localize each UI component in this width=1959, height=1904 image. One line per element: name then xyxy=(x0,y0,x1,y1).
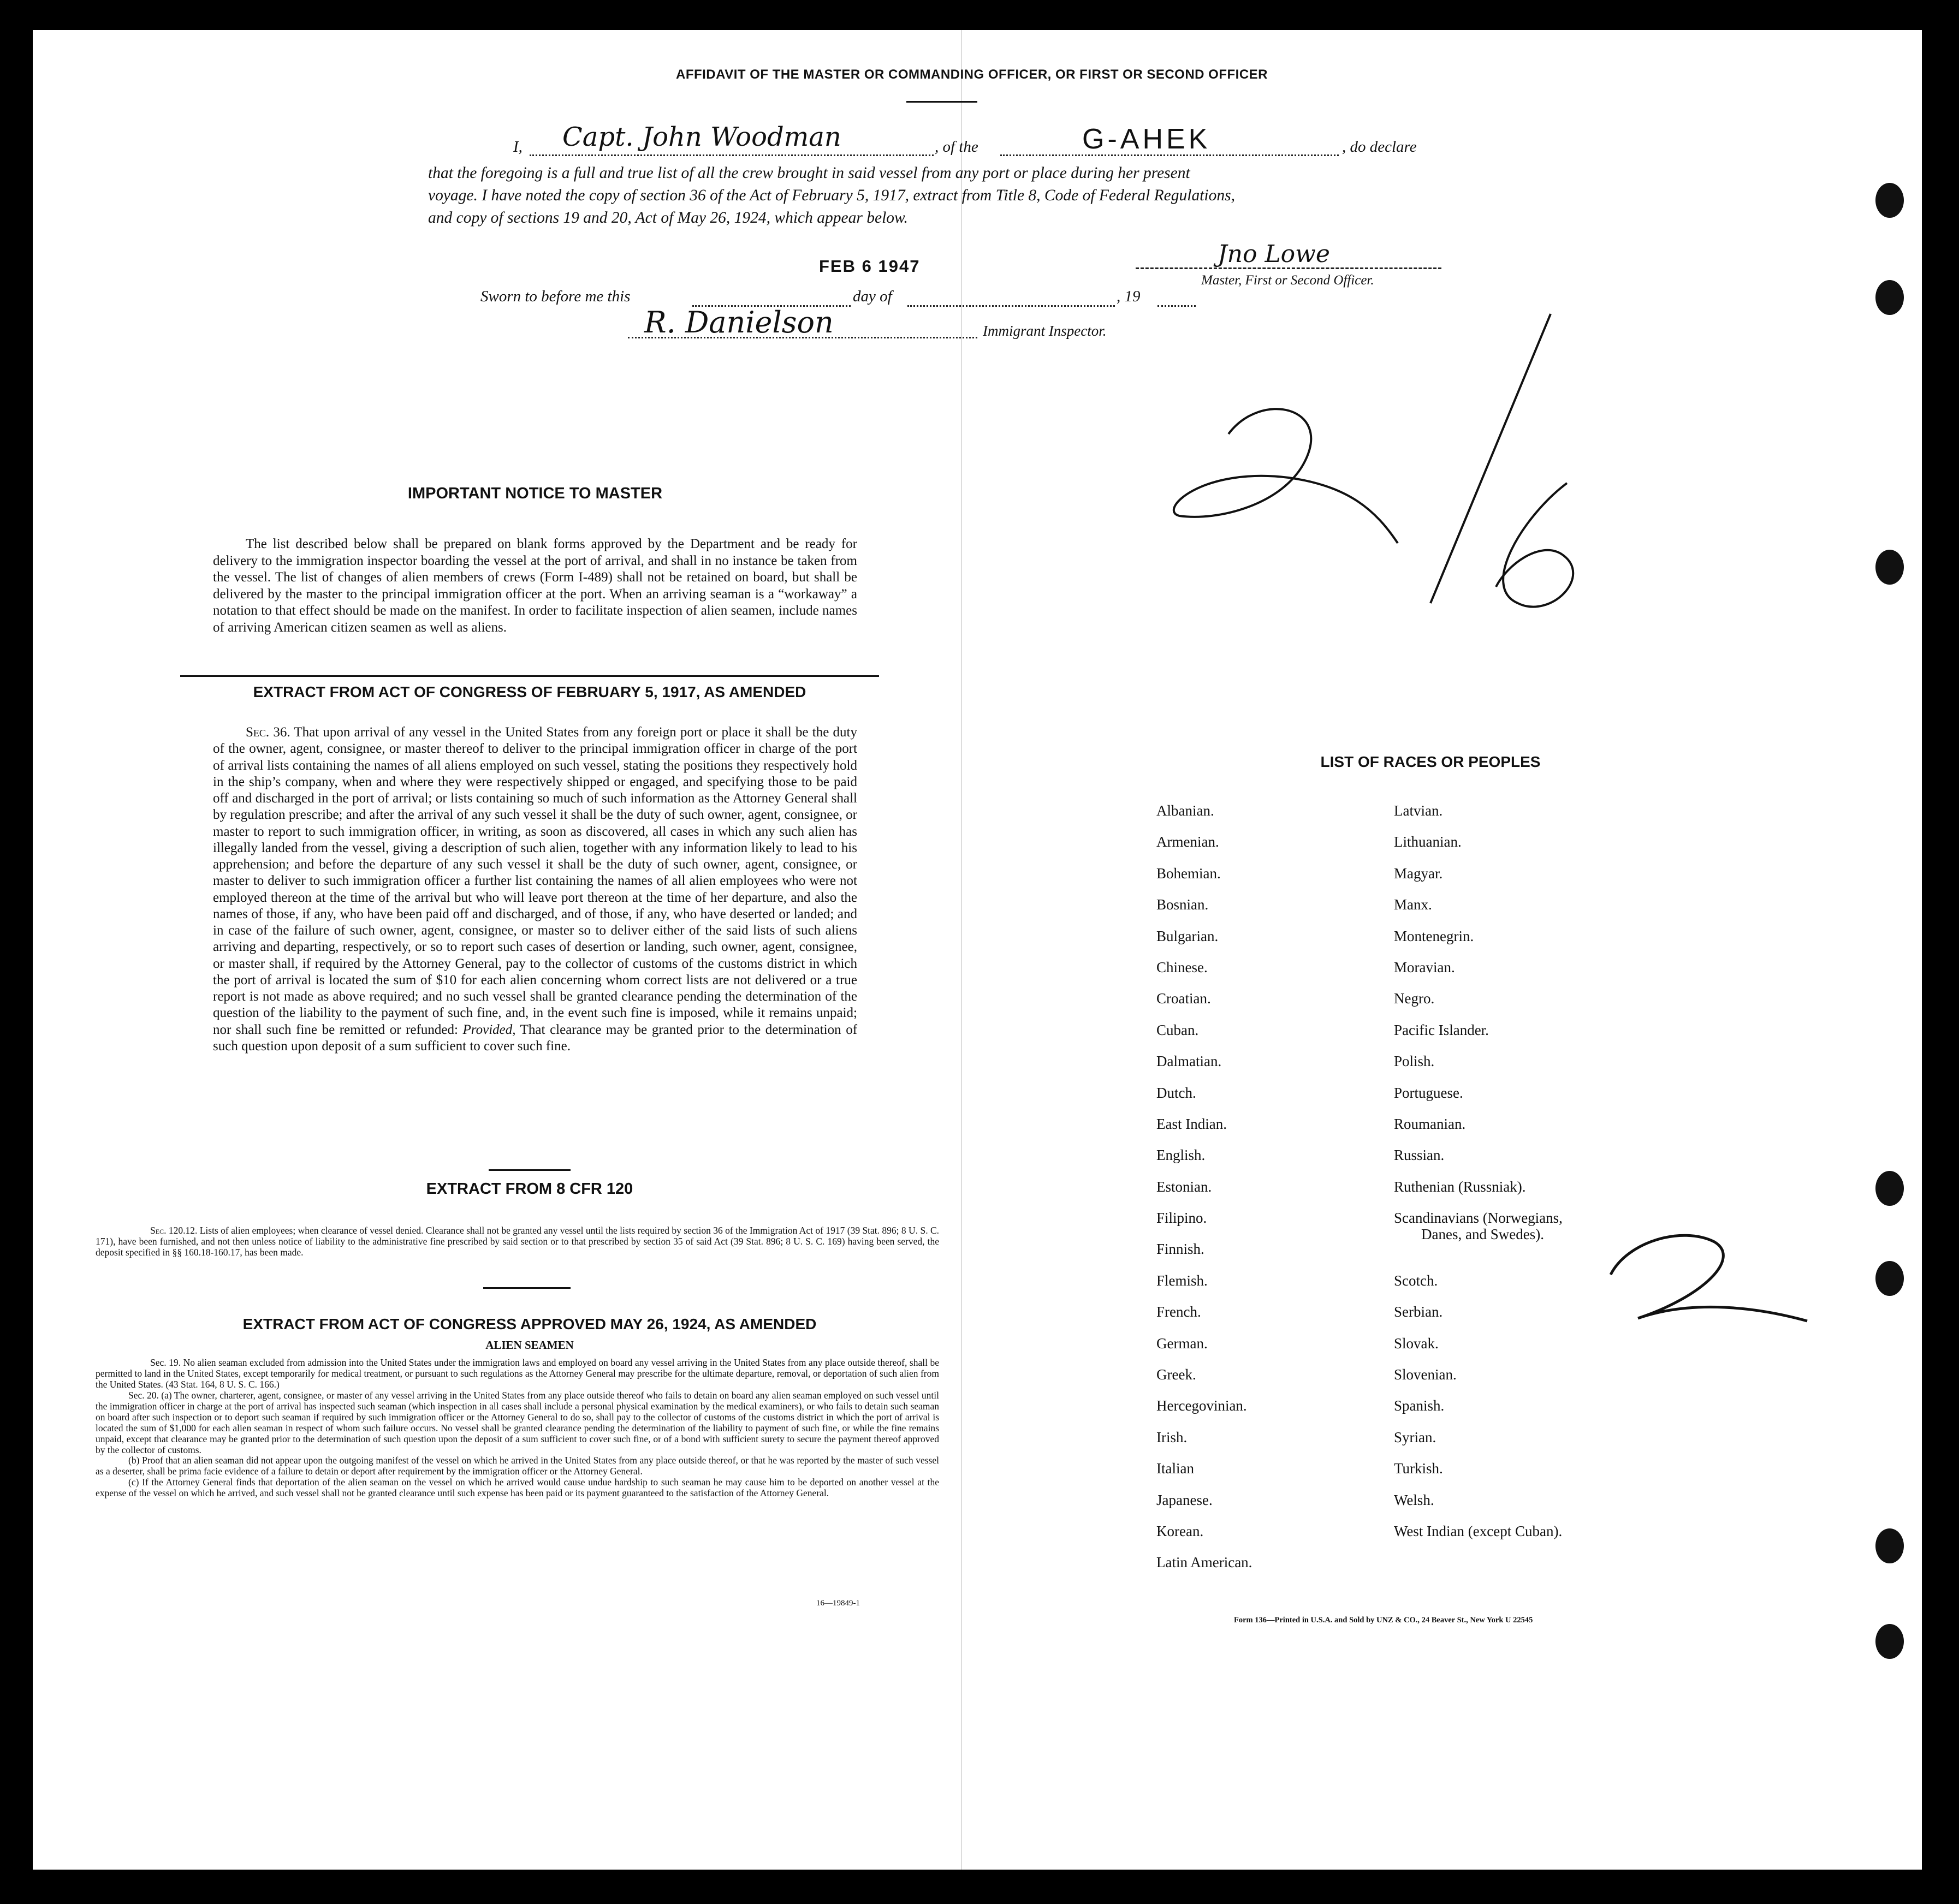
inspector-signature: R. Danielson xyxy=(644,305,834,340)
extract-code: 16—19849-1 xyxy=(816,1599,860,1608)
race-item-continuation: Danes, and Swedes). xyxy=(1421,1226,1544,1243)
extract-1917-body xyxy=(213,724,857,1055)
sec-120-label: Sec. 120.12. xyxy=(150,1225,198,1236)
do-declare-label: , do declare xyxy=(1342,138,1417,156)
vessel-name: G-AHEK xyxy=(1082,123,1211,155)
handwritten-fraction-mark xyxy=(1168,281,1616,636)
race-item: West Indian (except Cuban). xyxy=(1394,1523,1563,1539)
sworn-day-label: day of xyxy=(853,288,892,305)
proviso-text: That clearance may be granted prior to the determination of such question upon deposit of a sum sufficient to cover such fine. xyxy=(213,1022,858,1054)
race-item: Syrian. xyxy=(1394,1429,1436,1445)
race-item: Flemish. xyxy=(1156,1272,1208,1289)
race-item: Finnish. xyxy=(1156,1241,1204,1258)
sworn-prefix: Sworn to before me this xyxy=(480,288,631,305)
race-item: Latvian. xyxy=(1394,802,1443,819)
punch-hole xyxy=(1875,183,1904,218)
race-item: Dutch. xyxy=(1156,1084,1196,1101)
race-item: Spanish. xyxy=(1394,1397,1445,1414)
vessel-field xyxy=(1000,123,1339,156)
punch-hole xyxy=(1875,1261,1904,1296)
declaration-line xyxy=(513,123,1534,161)
race-item: Moravian. xyxy=(1394,959,1455,975)
race-item: Korean. xyxy=(1156,1522,1204,1539)
race-item: English. xyxy=(1156,1147,1206,1164)
race-item: Ruthenian (Russniak). xyxy=(1394,1178,1526,1195)
officer-signature: Jno Lowe xyxy=(1218,240,1330,268)
title-rule xyxy=(906,101,977,103)
race-item: German. xyxy=(1156,1335,1208,1352)
extract-cfr-body xyxy=(96,1225,939,1258)
sec-19-text: Sec. 19. No alien seaman excluded from admission into the United States under the immigration laws and employed on board any vessel arriving in the United States from any place outside thereof, shall be permitted to land in the United States, except temporarily for medical treatment, or pursuant to such regulations as the Attorney General may prescribe for the ultimate departure, removal, or deportation of such alien from the United States. (43 Stat. 164, 8 U. S. C. 166.) xyxy=(96,1357,939,1390)
master-name-field xyxy=(530,123,934,156)
proviso-word: Provided, xyxy=(462,1022,516,1037)
race-item-scandinavians xyxy=(1394,1210,1563,1272)
race-item: Slovenian. xyxy=(1394,1366,1457,1383)
race-item: Polish. xyxy=(1394,1053,1435,1070)
race-item: French. xyxy=(1156,1304,1201,1320)
handwritten-two-mark xyxy=(1594,1204,1813,1335)
sworn-line xyxy=(480,282,1201,310)
races-right-column xyxy=(1394,802,1563,1554)
statement-line-3: and copy of sections 19 and 20, Act of May 26, 1924, which appear below. xyxy=(428,209,908,227)
inspector-caption: Immigrant Inspector. xyxy=(983,323,1107,339)
race-item: Slovak. xyxy=(1394,1335,1439,1352)
punch-hole xyxy=(1875,1171,1904,1206)
race-item: Greek. xyxy=(1156,1366,1196,1383)
notice-title: IMPORTANT NOTICE TO MASTER xyxy=(407,485,663,502)
race-item: Lithuanian. xyxy=(1394,834,1462,850)
punch-hole xyxy=(1875,550,1904,585)
race-item: Welsh. xyxy=(1394,1491,1434,1508)
date-stamp: FEB 6 1947 xyxy=(819,257,921,276)
document-page xyxy=(33,30,1922,1870)
races-title: LIST OF RACES OR PEOPLES xyxy=(1320,753,1541,770)
race-item: Scandinavians (Norwegians, xyxy=(1394,1210,1563,1227)
form-footer: Form 136—Printed in U.S.A. and Sold by UNZ & CO., 24 Beaver St., New York U 22545 xyxy=(1234,1616,1533,1625)
race-item: Roumanian. xyxy=(1394,1115,1466,1132)
affidavit-title: AFFIDAVIT OF THE MASTER OR COMMANDING OFFICER, OR FIRST OR SECOND OFFICER xyxy=(675,67,1268,82)
race-item: Chinese. xyxy=(1156,959,1208,975)
races-left-column xyxy=(1156,802,1252,1586)
race-item: Bosnian. xyxy=(1156,896,1209,913)
section-rule-2 xyxy=(489,1169,571,1171)
extract-cfr-title: EXTRACT FROM 8 CFR 120 xyxy=(426,1180,633,1198)
race-item: Armenian. xyxy=(1156,834,1219,850)
of-the-label: , of the xyxy=(935,138,978,156)
race-item: Dalmatian. xyxy=(1156,1053,1222,1070)
race-item: Serbian. xyxy=(1394,1304,1443,1320)
notice-body: The list described below shall be prepared on blank forms approved by the Department and be ready for delivery to the immigration inspector boarding the vessel at the port of arrival, and shall in no instance be taken from the vessel. The list of changes of alien members of crews (Form I-489) shall not be retained on board, but shall be delivered by the master to the principal immigration officer at the port. When an arriving seaman is a “workaway” a notation to that effect should be made on the manifest. In order to facilitate inspection of alien seamen, include names of arriving American citizen seamen as well as aliens. xyxy=(213,537,857,635)
race-item: Pacific Islander. xyxy=(1394,1021,1489,1038)
section-rule-3 xyxy=(483,1287,571,1289)
race-item: Cuban. xyxy=(1156,1021,1199,1038)
race-item: Turkish. xyxy=(1394,1460,1443,1477)
statement-line-2: voyage. I have noted the copy of section 36 of the Act of February 5, 1917, extract from Title 8, Code of Federal Regulations, xyxy=(428,187,1235,204)
race-item: Bulgarian. xyxy=(1156,927,1219,944)
officer-signature-line xyxy=(1136,267,1441,269)
sworn-month-field xyxy=(907,288,1115,307)
race-item: Latin American. xyxy=(1156,1554,1252,1571)
race-item: Japanese. xyxy=(1156,1491,1213,1508)
master-name: Capt. John Woodman xyxy=(562,122,841,152)
declare-prefix: I, xyxy=(513,138,523,156)
race-item: East Indian. xyxy=(1156,1115,1227,1132)
sec-36-text: That upon arrival of any vessel in the United States from any foreign port or place it shall be the duty of the owner, agent, consignee, or master thereof to deliver to the principal immigration officer in charge of the port of arrival lists containing the names of all aliens employed on such vessel, stating the positions they respectively hold in the ship’s company, when and where they were respectively shipped or engaged, and specifying those to be paid off and discharged in the port of arrival; or lists containing so much of such information as the Attorney General shall by regulation prescribe; and after the arrival of any such vessel it shall be the duty of such owner, agent, consignee, or master to report to such immigration officer, in writing, as soon as discovered, all cases in which any such alien has illegally landed from the vessel, giving a description of such alien, together with any information likely to lead to his apprehension; and before the departure of any such vessel it shall be the duty of such owner, agent, consignee, or master to deliver to such immigration officer a further list containing the names of all alien employees who were not employed thereon at the time of the arrival but who will leave port thereon at the time of her departure, and also the names of those, if any, who have been paid off and discharged, and of those, if any, who have deserted or landed; and in case of the failure of such owner, agent, consignee, or master so to deliver either of the said lists of such aliens arriving and departing, respectively, or so to report such cases of desertion or landing, such owner, agent, consignee, or master shall, if required by the Attorney General, pay to the collector of customs of the customs district in which the port of arrival is located the sum of $10 for each alien concerning whom correct lists are not delivered or a true report is not made as above required; and no such vessel shall be granted clearance pending the determination of the question of the liability to the payment of such fine, and, in the event such fine is imposed, while it remains unpaid; nor shall such fine be remitted or refunded: xyxy=(213,725,857,1037)
race-item: Montenegrin. xyxy=(1394,927,1474,944)
race-item: Manx. xyxy=(1394,896,1432,913)
sworn-day-field xyxy=(692,288,851,307)
race-item: Estonian. xyxy=(1156,1178,1212,1195)
section-rule-1 xyxy=(180,675,879,677)
inspector-signature-line xyxy=(628,305,977,340)
sec-36-label: Sec. 36. xyxy=(246,725,290,740)
officer-caption: Master, First or Second Officer. xyxy=(1201,273,1374,288)
sec-20a-text: Sec. 20. (a) The owner, charterer, agent, consignee, or master of any vessel arriving in the United States from any place outside thereof who fails to detain on board any alien seaman employed on such vessel until the immigration officer in charge at the port of arrival has inspected such seaman (which inspection in all cases shall include a personal physical examination by the medical examiners), or who fails to detain such seaman on board after such inspection or to deport such seaman if required by such immigration officer or the Attorney General to do so, shall pay to the collector of customs of the customs district in which the port of arrival is located the sum of $1,000 for each alien seaman in respect of whom such failure occurs. No vessel shall be granted clearance pending the determination of the liability to payment of such fine, or while the fine remains unpaid, except that clearance may be granted prior to the determination of such question upon the deposit of a sum sufficient to cover such fine, or of a bond with sufficient surety to secure the payment thereof approved by the collector of customs. xyxy=(96,1389,939,1455)
race-item: Hercegovinian. xyxy=(1156,1397,1247,1414)
statement-line-1: that the foregoing is a full and true list of all the crew brought in said vessel from any port or place during her present xyxy=(428,164,1190,182)
race-item: Albanian. xyxy=(1156,802,1214,819)
inspector-signature-block xyxy=(628,305,1174,347)
race-item: Portuguese. xyxy=(1394,1084,1463,1101)
extract-1917-title: EXTRACT FROM ACT OF CONGRESS OF FEBRUARY 5, 1917, AS AMENDED xyxy=(253,683,806,700)
race-item: Bohemian. xyxy=(1156,865,1221,882)
race-item: Scotch. xyxy=(1394,1272,1438,1289)
extract-1924-title: EXTRACT FROM ACT OF CONGRESS APPROVED MAY 26, 1924, AS AMENDED xyxy=(242,1316,817,1332)
punch-hole xyxy=(1875,280,1904,315)
declaration-statement xyxy=(428,162,1536,229)
race-item: Russian. xyxy=(1394,1147,1445,1164)
sec-20c-text: (c) If the Attorney General finds that deportation of the alien seaman on the vessel on which he arrived would cause undue hardship to such seaman he may cause him to be deported on another vessel at the expense of the vessel on which he arrived, and such vessel shall not be granted clearance until such expense has been paid or its payment guaranteed to the satisfaction of the Attorney General. xyxy=(96,1477,939,1499)
race-item: Negro. xyxy=(1394,990,1435,1007)
punch-hole xyxy=(1875,1624,1904,1659)
extract-1924-body xyxy=(96,1358,939,1499)
sec-120-text: Lists of alien employees; when clearance of vessel denied. Clearance shall not be granted any vessel until the lists required by section 36 of the Immigration Act of 1917 (39 Stat. 896; 8 U. S. C. 171), have been furnished, and not then unless notice of liability to the administrative fine prescribed by said section or to that prescribed by section 35 of said Act (39 Stat. 896; 8 U. S. C. 169) having been served, the deposit specified in §§ 160.18-160.17, has been made. xyxy=(96,1225,939,1258)
sworn-year-label: , 19 xyxy=(1117,288,1141,305)
punch-hole xyxy=(1875,1528,1904,1563)
extract-1924-subtitle: ALIEN SEAMEN xyxy=(485,1338,574,1352)
race-item: Magyar. xyxy=(1394,865,1443,882)
race-item: Italian xyxy=(1156,1460,1194,1477)
race-item: Irish. xyxy=(1156,1429,1188,1445)
race-item: Croatian. xyxy=(1156,990,1211,1007)
sec-20b-text: (b) Proof that an alien seaman did not appear upon the outgoing manifest of the vessel on which he arrived in the United States from any place outside thereof, or that he was reported by the master of such vessel as a deserter, shall be prima facie evidence of a failure to detain or deport after requirement by the immigration officer or the Attorney General. xyxy=(96,1455,939,1477)
race-item: Filipino. xyxy=(1156,1210,1207,1227)
